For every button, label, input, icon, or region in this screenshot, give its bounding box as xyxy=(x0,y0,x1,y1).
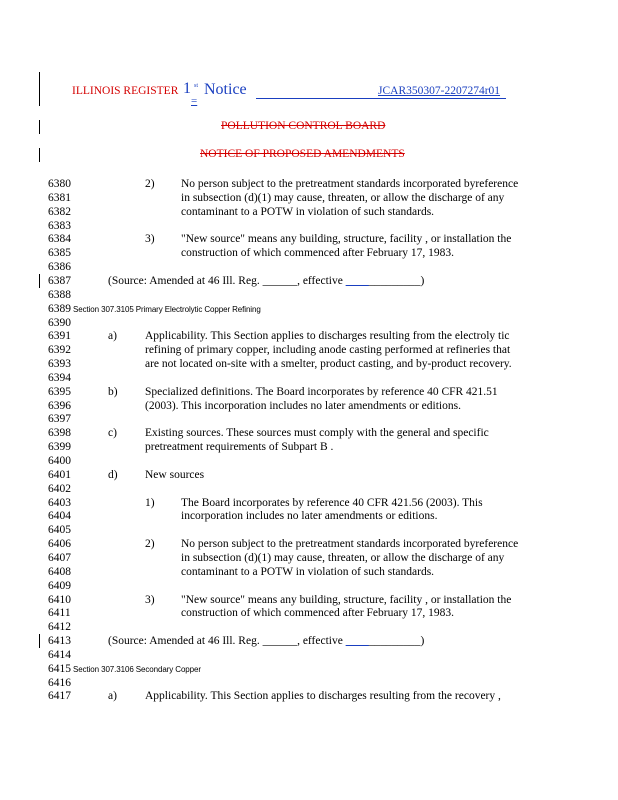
line-text: "New source" means any building, structure, facility , or installation the xyxy=(181,233,512,246)
source-note: (Source: Amended at 46 Ill. Reg. ______, effective _____________) xyxy=(108,635,425,648)
line-text: incorporation includes no later amendments or editions. xyxy=(181,510,438,523)
line-number: 6403 xyxy=(48,496,71,509)
line-text: in subsection (d)(1) may cause, threaten, or allow the discharge of any xyxy=(181,191,505,204)
line-text: construction of which commenced after February 17, 1983. xyxy=(181,247,455,260)
inserted-blank: ____ xyxy=(345,635,369,648)
line-number: 6397 xyxy=(48,413,71,426)
line-text: New sources xyxy=(145,468,205,481)
line-number: 6408 xyxy=(48,565,71,578)
notice-underline xyxy=(256,98,506,99)
line-number: 6396 xyxy=(48,399,71,412)
line-number: 6394 xyxy=(48,371,71,384)
agency-name: POLLUTION CONTROL BOARD xyxy=(221,120,386,132)
line-number: 6409 xyxy=(48,579,71,592)
item-label: c) xyxy=(108,427,117,440)
line-number: 6407 xyxy=(48,551,71,564)
item-label: 3) xyxy=(145,593,155,606)
line-text: pretreatment requirements of Subpart B . xyxy=(145,441,334,454)
line-number: 6381 xyxy=(48,191,71,204)
line-number: 6380 xyxy=(48,178,71,190)
notice-title: Notice xyxy=(204,81,247,98)
item-label: 2) xyxy=(145,538,155,551)
line-number: 6383 xyxy=(48,219,71,232)
equals-mark: = xyxy=(191,95,198,107)
register-title: ILLINOIS REGISTER xyxy=(72,85,179,97)
line-text: No person subject to the pretreatment standards incorporated byreference xyxy=(181,178,519,190)
line-number: 6402 xyxy=(48,482,71,495)
line-text: construction of which commenced after February 17, 1983. xyxy=(181,607,455,620)
line-number: 6389 xyxy=(48,302,71,315)
item-label: d) xyxy=(108,468,118,481)
line-number: 6384 xyxy=(48,233,71,246)
line-text: The Board incorporates by reference 40 CFR 421.56 (2003). This xyxy=(181,496,483,509)
line-number: 6393 xyxy=(48,358,71,371)
line-number: 6387 xyxy=(48,274,71,287)
line-number: 6398 xyxy=(48,427,71,440)
line-number: 6400 xyxy=(48,455,71,467)
line-number: 6386 xyxy=(48,261,71,274)
line-number: 6399 xyxy=(48,441,71,454)
notice-type: NOTICE OF PROPOSED AMENDMENTS xyxy=(200,148,405,160)
line-number: 6404 xyxy=(48,510,71,523)
line-text: Applicability. This Section applies to discharges resulting from the recovery , xyxy=(145,690,501,703)
line-text: refining of primary copper, including anode casting performed at refineries that xyxy=(145,344,511,357)
inserted-blank: ____ xyxy=(345,274,369,287)
line-number: 6410 xyxy=(48,593,71,606)
line-number: 6391 xyxy=(48,330,71,343)
item-label: 2) xyxy=(145,178,155,190)
line-text: in subsection (d)(1) may cause, threaten, or allow the discharge of any xyxy=(181,551,505,564)
line-number: 6385 xyxy=(48,247,71,260)
revision-bar xyxy=(39,274,40,288)
line-text: Specialized definitions. The Board incorporates by reference 40 CFR 421.51 xyxy=(145,385,498,398)
jcar-code: JCAR350307-2207274r01 xyxy=(378,85,501,97)
source-note: (Source: Amended at 46 Ill. Reg. ______, effective _____________) xyxy=(108,274,425,287)
line-number: 6382 xyxy=(48,205,71,218)
line-number: 6413 xyxy=(48,635,71,648)
line-text: are not located on-site with a smelter, product casting, and by-product recovery. xyxy=(145,358,512,371)
item-label: a) xyxy=(108,690,117,703)
line-text: (2003). This incorporation includes no later amendments or editions. xyxy=(145,399,461,412)
line-text: Applicability. This Section applies to discharges resulting from the electroly tic xyxy=(145,330,510,343)
revision-bar xyxy=(39,148,40,162)
line-number: 6414 xyxy=(48,648,71,661)
section-heading: Section 307.3105 Primary Electrolytic Copper Refining xyxy=(73,304,261,314)
line-number: 6406 xyxy=(48,538,71,551)
line-number: 6392 xyxy=(48,344,71,357)
line-number: 6405 xyxy=(48,524,71,537)
line-number: 6417 xyxy=(48,690,71,703)
line-number: 6412 xyxy=(48,621,71,634)
line-number: 6390 xyxy=(48,316,71,329)
line-text: contaminant to a POTW in violation of such standards. xyxy=(181,205,435,218)
page-number: 1 xyxy=(183,80,191,97)
item-label: 3) xyxy=(145,233,155,246)
item-label: 1) xyxy=(145,496,155,509)
page-superscript: st xyxy=(194,83,199,89)
revision-bar xyxy=(39,72,40,106)
line-text: contaminant to a POTW in violation of such standards. xyxy=(181,565,435,578)
line-number: 6416 xyxy=(48,676,71,689)
item-label: a) xyxy=(108,330,117,343)
line-text: No person subject to the pretreatment standards incorporated byreference xyxy=(181,538,519,551)
line-text: Existing sources. These sources must comply with the general and specific xyxy=(145,427,489,440)
item-label: b) xyxy=(108,385,118,398)
revision-bar xyxy=(39,634,40,648)
line-number: 6388 xyxy=(48,288,71,301)
line-number: 6411 xyxy=(48,607,71,620)
line-number: 6415 xyxy=(48,662,71,675)
line-text: "New source" means any building, structure, facility , or installation the xyxy=(181,593,512,606)
line-number: 6401 xyxy=(48,468,71,481)
section-heading: Section 307.3106 Secondary Copper xyxy=(73,664,201,674)
line-number: 6395 xyxy=(48,385,71,398)
revision-bar xyxy=(39,120,40,134)
